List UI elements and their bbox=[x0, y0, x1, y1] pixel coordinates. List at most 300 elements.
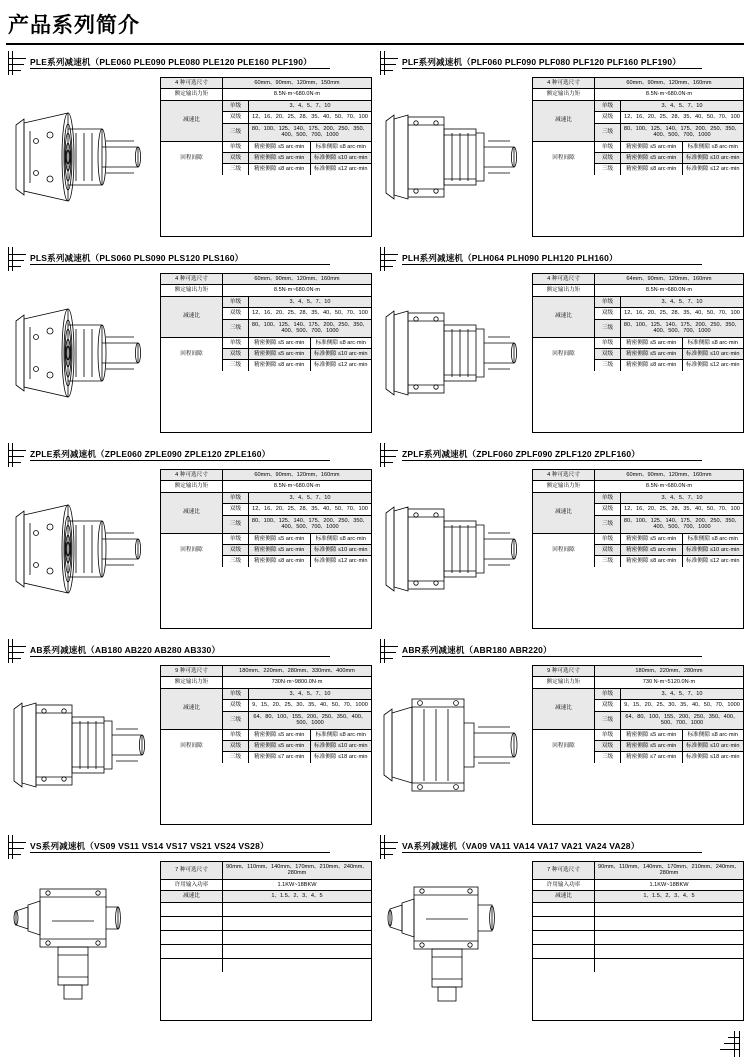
spec-group-backlash bbox=[533, 142, 743, 175]
spec-sub-double: 双级 bbox=[223, 504, 249, 514]
block-header bbox=[378, 247, 744, 273]
spec-label-ratio: 减速比 bbox=[533, 689, 595, 729]
spec-sub-triple: 三级 bbox=[223, 752, 249, 762]
spec-table bbox=[160, 273, 372, 433]
standard-value: ≤8 arc·min bbox=[711, 731, 738, 738]
spec-group-backlash bbox=[161, 142, 371, 175]
spec-precision-double bbox=[621, 349, 683, 359]
page-title: 产品系列简介 bbox=[8, 14, 140, 37]
precision-label: 精密侧隙 bbox=[626, 339, 649, 346]
spec-value-ratio: 1、1.5、2、3、4、5 bbox=[595, 891, 743, 901]
spec-label-ratio: 减速比 bbox=[161, 297, 223, 337]
spec-value-ratio-triple: 80、100、125、140、175、200、250、350、400、500、700、1000 bbox=[621, 320, 743, 337]
spec-sub-single: 单级 bbox=[223, 297, 249, 307]
precision-label: 精密侧隙 bbox=[626, 742, 649, 749]
series-underline bbox=[402, 68, 702, 69]
spec-label-torque: 额定输出力矩 bbox=[533, 481, 595, 491]
spec-row-backlash-single bbox=[595, 534, 743, 545]
spec-sub-triple: 三级 bbox=[223, 360, 249, 370]
product-block-abr bbox=[378, 639, 744, 835]
standard-label: 标准侧隙 bbox=[314, 154, 337, 161]
spec-label-backlash: 回程间隙 bbox=[161, 142, 223, 175]
spec-value-sizes: 64mm、90mm、120mm、160mm bbox=[595, 274, 743, 284]
spec-sub-single: 单级 bbox=[595, 689, 621, 699]
gearbox-drawing bbox=[378, 77, 528, 237]
precision-label: 精密侧隙 bbox=[626, 558, 649, 565]
spec-group-backlash bbox=[161, 534, 371, 567]
spec-row-torque bbox=[161, 285, 371, 296]
spec-sub-single: 单级 bbox=[595, 730, 621, 740]
standard-label: 标准侧隙 bbox=[686, 754, 709, 761]
spec-row-blank-5 bbox=[161, 959, 371, 972]
spec-label-sizes: 7 种可选尺寸 bbox=[533, 862, 595, 879]
spec-row-blank-3 bbox=[533, 931, 743, 945]
spec-standard-double bbox=[311, 545, 372, 555]
series-title: ABR系列减速机（ABR180 ABR220） bbox=[402, 645, 552, 655]
spec-value-ratio-double: 12、16、20、25、28、35、40、50、70、100 bbox=[252, 114, 368, 121]
spec-row-ratio-double bbox=[223, 504, 371, 515]
series-title: ZPLF系列减速机（ZPLF060 ZPLF090 ZPLF120 ZPLF160） bbox=[402, 449, 640, 459]
spec-row-blank-4 bbox=[161, 945, 371, 959]
standard-value: ≤12 arc·min bbox=[337, 362, 368, 369]
spec-value-ratio-single: 3、4、5、7、10 bbox=[621, 689, 743, 699]
spec-sub-single: 单级 bbox=[595, 297, 621, 307]
spec-row-backlash-double bbox=[595, 349, 743, 360]
spec-label-sizes: 4 种可选尺寸 bbox=[533, 470, 595, 480]
spec-label-power: 许用输入功率 bbox=[161, 880, 223, 890]
spec-row-backlash-double bbox=[223, 545, 371, 556]
spec-row-ratio-triple bbox=[223, 124, 371, 141]
precision-label: 精密侧隙 bbox=[254, 339, 277, 346]
product-block-ple bbox=[6, 51, 372, 247]
spec-label-power: 许用输入功率 bbox=[533, 880, 595, 890]
spec-value-sizes: 60mm、90mm、120mm、160mm bbox=[595, 470, 743, 480]
spec-label-ratio: 减速比 bbox=[533, 101, 595, 141]
spec-value-torque: 8.5N·m~680.0N·m bbox=[273, 287, 321, 294]
spec-label-ratio: 减速比 bbox=[161, 689, 223, 729]
spec-value-ratio-triple: 80、100、125、140、175、200、250、350、400、500、700、1000 bbox=[249, 516, 371, 533]
spec-precision-double bbox=[249, 153, 311, 163]
spec-sub-double: 双级 bbox=[595, 112, 621, 122]
spec-table bbox=[532, 77, 744, 237]
spec-row-blank-5 bbox=[533, 959, 743, 972]
spec-sub-triple: 三级 bbox=[223, 712, 249, 729]
corner-ornament-plh bbox=[378, 247, 400, 271]
spec-value-power: 1.1KW~18BKW bbox=[649, 881, 689, 888]
spec-precision-single bbox=[249, 534, 311, 544]
standard-label: 标准侧隙 bbox=[686, 546, 709, 553]
spec-group-backlash bbox=[161, 730, 371, 763]
spec-row-sizes bbox=[161, 78, 371, 89]
spec-standard-single bbox=[683, 142, 744, 152]
spec-group-ratio bbox=[161, 101, 371, 142]
spec-group-ratio bbox=[533, 689, 743, 730]
product-block-plh bbox=[378, 247, 744, 443]
spec-group-ratio bbox=[161, 297, 371, 338]
spec-value-ratio-triple: 80、100、125、140、175、200、250、350、400、500、700、1000 bbox=[249, 124, 371, 141]
precision-value: ≤5 arc·min bbox=[650, 546, 677, 553]
corner-ornament-zplf bbox=[378, 443, 400, 467]
corner-ornament-bottom bbox=[716, 1031, 742, 1057]
spec-row-blank-1 bbox=[533, 903, 743, 917]
standard-label: 标准侧隙 bbox=[686, 154, 709, 161]
spec-row-ratio-triple bbox=[223, 516, 371, 533]
series-underline bbox=[402, 460, 702, 461]
spec-group-ratio bbox=[161, 493, 371, 534]
spec-row-backlash-double bbox=[223, 741, 371, 752]
spec-label-torque: 额定输出力矩 bbox=[533, 677, 595, 687]
standard-value: ≤10 arc·min bbox=[709, 154, 740, 161]
spec-sub-single: 单级 bbox=[595, 142, 621, 152]
spec-precision-single bbox=[249, 730, 311, 740]
spec-row-torque bbox=[533, 89, 743, 100]
spec-row-ratio-triple bbox=[223, 320, 371, 337]
spec-precision-triple bbox=[621, 360, 683, 370]
spec-standard-double bbox=[683, 153, 744, 163]
spec-standard-single bbox=[683, 730, 744, 740]
standard-value: ≤18 arc·min bbox=[709, 754, 740, 761]
spec-label-sizes: 7 种可选尺寸 bbox=[161, 862, 223, 879]
spec-group-ratio bbox=[533, 493, 743, 534]
series-underline bbox=[402, 656, 702, 657]
corner-ornament-va bbox=[378, 835, 400, 859]
standard-value: ≤18 arc·min bbox=[337, 754, 368, 761]
corner-ornament-plf bbox=[378, 51, 400, 75]
spec-row-ratio-single bbox=[223, 297, 371, 308]
spec-row-torque bbox=[161, 481, 371, 492]
spec-value-ratio-single: 3、4、5、7、10 bbox=[249, 297, 371, 307]
precision-value: ≤7 arc·min bbox=[650, 754, 677, 761]
spec-label-backlash: 回程间隙 bbox=[161, 730, 223, 763]
spec-precision-triple bbox=[249, 752, 311, 762]
spec-value-sizes: 180mm、220mm、280mm、330mm、400mm bbox=[223, 666, 371, 676]
spec-row-sizes bbox=[161, 470, 371, 481]
spec-sub-single: 单级 bbox=[223, 101, 249, 111]
precision-value: ≤5 arc·min bbox=[650, 154, 677, 161]
spec-row-ratio-double bbox=[223, 700, 371, 711]
gearbox-drawing bbox=[6, 273, 156, 433]
spec-sub-triple: 三级 bbox=[223, 164, 249, 174]
spec-row-sizes bbox=[533, 862, 743, 880]
series-title: PLS系列减速机（PLS060 PLS090 PLS120 PLS160） bbox=[30, 253, 244, 263]
spec-value-sizes: 60mm、90mm、120mm、150mm bbox=[223, 78, 371, 88]
spec-label-sizes: 4 种可选尺寸 bbox=[161, 78, 223, 88]
precision-value: ≤8 arc·min bbox=[278, 166, 305, 173]
spec-table bbox=[532, 665, 744, 825]
standard-value: ≤10 arc·min bbox=[709, 546, 740, 553]
spec-table bbox=[160, 77, 372, 237]
spec-precision-triple bbox=[249, 164, 311, 174]
spec-label-ratio: 减速比 bbox=[161, 101, 223, 141]
product-block-plf bbox=[378, 51, 744, 247]
standard-label: 标准侧隙 bbox=[314, 546, 337, 553]
spec-precision-single bbox=[249, 142, 311, 152]
spec-standard-single bbox=[683, 338, 744, 348]
spec-value-sizes: 180mm、220mm、280mm bbox=[595, 666, 743, 676]
spec-label-sizes: 4 种可选尺寸 bbox=[161, 470, 223, 480]
spec-group-ratio bbox=[533, 297, 743, 338]
spec-value-ratio-double: 9、15、20、25、30、35、40、50、70、1000 bbox=[252, 702, 368, 709]
standard-value: ≤10 arc·min bbox=[337, 154, 368, 161]
spec-precision-triple bbox=[621, 556, 683, 566]
spec-value-torque: 8.5N·m~680.0N·m bbox=[645, 483, 693, 490]
spec-sub-single: 单级 bbox=[223, 338, 249, 348]
spec-row-ratio-double bbox=[595, 504, 743, 515]
spec-row-ratio-triple bbox=[595, 320, 743, 337]
precision-label: 精密侧隙 bbox=[626, 166, 649, 173]
spec-label-torque: 额定输出力矩 bbox=[161, 481, 223, 491]
spec-precision-triple bbox=[621, 752, 683, 762]
spec-row-backlash-single bbox=[223, 534, 371, 545]
spec-sub-single: 单级 bbox=[223, 493, 249, 503]
spec-row-ratio-single bbox=[223, 493, 371, 504]
precision-label: 精密侧隙 bbox=[626, 731, 649, 738]
spec-value-torque: 8.5N·m~680.0N·m bbox=[645, 91, 693, 98]
spec-row-ratio-double bbox=[595, 308, 743, 319]
precision-label: 精密侧隙 bbox=[254, 754, 277, 761]
standard-value: ≤12 arc·min bbox=[709, 166, 740, 173]
spec-value-ratio-single: 3、4、5、7、10 bbox=[621, 101, 743, 111]
spec-value-ratio-single: 3、4、5、7、10 bbox=[621, 493, 743, 503]
spec-row-backlash-single bbox=[223, 142, 371, 153]
spec-precision-double bbox=[621, 545, 683, 555]
spec-label-sizes: 4 种可选尺寸 bbox=[533, 78, 595, 88]
spec-label-torque: 额定输出力矩 bbox=[161, 677, 223, 687]
block-body bbox=[378, 273, 744, 433]
standard-label: 标准侧隙 bbox=[314, 166, 337, 173]
spec-value-ratio-double: 9、15、20、25、30、35、40、50、70、1000 bbox=[624, 702, 740, 709]
standard-label: 标准侧隙 bbox=[686, 558, 709, 565]
spec-row-blank-1 bbox=[161, 903, 371, 917]
precision-value: ≤5 arc·min bbox=[650, 339, 677, 346]
spec-precision-single bbox=[621, 534, 683, 544]
spec-row-ratio-single bbox=[595, 493, 743, 504]
series-title: VA系列减速机（VA09 VA11 VA14 VA17 VA21 VA24 VA28） bbox=[402, 841, 640, 851]
block-header bbox=[6, 835, 372, 861]
standard-label: 标准侧隙 bbox=[686, 362, 709, 369]
standard-label: 标准侧隙 bbox=[315, 535, 338, 542]
spec-sub-double: 双级 bbox=[223, 700, 249, 710]
standard-label: 标准侧隙 bbox=[314, 558, 337, 565]
precision-label: 精密侧隙 bbox=[626, 350, 649, 357]
precision-value: ≤5 arc·min bbox=[278, 731, 305, 738]
spec-label-sizes: 9 种可选尺寸 bbox=[161, 666, 223, 676]
spec-value-sizes: 60mm、90mm、120mm、160mm bbox=[595, 78, 743, 88]
spec-sub-single: 单级 bbox=[595, 101, 621, 111]
series-underline bbox=[30, 460, 330, 461]
spec-sub-triple: 三级 bbox=[223, 124, 249, 141]
precision-label: 精密侧隙 bbox=[254, 731, 277, 738]
spec-precision-triple bbox=[621, 164, 683, 174]
standard-value: ≤12 arc·min bbox=[709, 558, 740, 565]
precision-value: ≤5 arc·min bbox=[650, 350, 677, 357]
product-block-va bbox=[378, 835, 744, 1025]
spec-table bbox=[532, 469, 744, 629]
spec-precision-single bbox=[621, 730, 683, 740]
corner-ornament-ab bbox=[6, 639, 28, 663]
spec-row-torque bbox=[161, 677, 371, 688]
spec-row-backlash-triple bbox=[595, 556, 743, 566]
spec-value-ratio-triple: 64、80、100、155、200、250、350、400、500、700、1000 bbox=[621, 712, 743, 729]
spec-group-backlash bbox=[533, 730, 743, 763]
precision-label: 精密侧隙 bbox=[626, 546, 649, 553]
spec-row-ratio-triple bbox=[595, 712, 743, 729]
spec-sub-triple: 三级 bbox=[223, 320, 249, 337]
spec-value-ratio-triple: 80、100、125、140、175、200、250、350、400、500、700、1000 bbox=[621, 124, 743, 141]
spec-sub-triple: 三级 bbox=[595, 320, 621, 337]
spec-row-sizes bbox=[161, 274, 371, 285]
precision-value: ≤5 arc·min bbox=[278, 546, 305, 553]
spec-sub-double: 双级 bbox=[595, 545, 621, 555]
series-title: VS系列减速机（VS09 VS11 VS14 VS17 VS21 VS24 VS28） bbox=[30, 841, 269, 851]
spec-row-backlash-single bbox=[595, 730, 743, 741]
standard-label: 标准侧隙 bbox=[686, 350, 709, 357]
standard-value: ≤12 arc·min bbox=[709, 362, 740, 369]
spec-label-torque: 额定输出力矩 bbox=[161, 89, 223, 99]
corner-ornament-abr bbox=[378, 639, 400, 663]
precision-value: ≤8 arc·min bbox=[278, 362, 305, 369]
gearbox-drawing bbox=[378, 861, 528, 1021]
spec-value-ratio-triple: 64、80、100、155、200、250、350、400、500、1000 bbox=[249, 712, 371, 729]
spec-sub-single: 单级 bbox=[223, 730, 249, 740]
spec-label-sizes: 4 种可选尺寸 bbox=[533, 274, 595, 284]
spec-precision-double bbox=[249, 545, 311, 555]
spec-label-ratio: 减速比 bbox=[161, 493, 223, 533]
spec-value-sizes: 60mm、90mm、120mm、160mm bbox=[223, 470, 371, 480]
spec-value-ratio-double: 12、16、20、25、28、35、40、50、70、100 bbox=[624, 506, 740, 513]
spec-precision-single bbox=[249, 338, 311, 348]
block-header bbox=[6, 639, 372, 665]
spec-row-sizes bbox=[533, 78, 743, 89]
spec-row-ratio-triple bbox=[595, 516, 743, 533]
series-underline bbox=[402, 852, 702, 853]
spec-precision-single bbox=[621, 142, 683, 152]
block-header bbox=[378, 639, 744, 665]
spec-row-ratio-single bbox=[223, 689, 371, 700]
spec-label-backlash: 回程间隙 bbox=[533, 338, 595, 371]
product-block-ab bbox=[6, 639, 372, 835]
spec-label-torque: 额定输出力矩 bbox=[533, 285, 595, 295]
spec-sub-double: 双级 bbox=[223, 545, 249, 555]
precision-label: 精密侧隙 bbox=[254, 362, 277, 369]
corner-ornament-ple bbox=[6, 51, 28, 75]
spec-standard-single bbox=[311, 730, 372, 740]
product-block-pls bbox=[6, 247, 372, 443]
standard-value: ≤12 arc·min bbox=[337, 558, 368, 565]
standard-label: 标准侧隙 bbox=[315, 731, 338, 738]
spec-row-blank-2 bbox=[533, 917, 743, 931]
spec-group-ratio bbox=[161, 689, 371, 730]
precision-label: 精密侧隙 bbox=[626, 754, 649, 761]
title-divider bbox=[6, 43, 744, 45]
spec-sub-triple: 三级 bbox=[595, 124, 621, 141]
spec-sub-single: 单级 bbox=[595, 338, 621, 348]
spec-label-backlash: 回程间隙 bbox=[533, 534, 595, 567]
block-header bbox=[6, 443, 372, 469]
corner-ornament-pls bbox=[6, 247, 28, 271]
spec-value-torque: 8.5N·m~680.0N·m bbox=[273, 91, 321, 98]
spec-standard-double bbox=[683, 349, 744, 359]
standard-label: 标准侧隙 bbox=[314, 754, 337, 761]
spec-table bbox=[160, 665, 372, 825]
spec-value-sizes: 60mm、90mm、120mm、160mm bbox=[223, 274, 371, 284]
block-body bbox=[378, 861, 744, 1021]
spec-row-torque bbox=[533, 481, 743, 492]
spec-label-torque: 额定输出力矩 bbox=[161, 285, 223, 295]
spec-row-torque bbox=[161, 89, 371, 100]
spec-row-backlash-triple bbox=[595, 164, 743, 174]
spec-row-ratio-double bbox=[223, 112, 371, 123]
spec-row-sizes bbox=[533, 274, 743, 285]
spec-group-ratio bbox=[533, 101, 743, 142]
series-title: AB系列减速机（AB180 AB220 AB280 AB330） bbox=[30, 645, 221, 655]
precision-value: ≤5 arc·min bbox=[278, 535, 305, 542]
gearbox-drawing bbox=[378, 273, 528, 433]
product-block-zple bbox=[6, 443, 372, 639]
series-title: PLE系列减速机（PLE060 PLE090 PLE080 PLE120 PLE160 PLF190） bbox=[30, 57, 312, 67]
precision-label: 精密侧隙 bbox=[626, 535, 649, 542]
spec-label-ratio: 减速比 bbox=[533, 493, 595, 533]
series-underline bbox=[30, 264, 330, 265]
spec-row-backlash-triple bbox=[223, 164, 371, 174]
standard-label: 标准侧隙 bbox=[687, 143, 710, 150]
spec-value-ratio-triple: 80、100、125、140、175、200、250、350、400、500、700、1000 bbox=[621, 516, 743, 533]
spec-label-backlash: 回程间隙 bbox=[533, 730, 595, 763]
precision-value: ≤5 arc·min bbox=[650, 731, 677, 738]
product-block-zplf bbox=[378, 443, 744, 639]
block-body bbox=[6, 77, 372, 237]
spec-row-backlash-triple bbox=[223, 752, 371, 762]
spec-sub-double: 双级 bbox=[223, 153, 249, 163]
spec-row-blank-3 bbox=[161, 931, 371, 945]
spec-row-ratio-double bbox=[595, 112, 743, 123]
spec-row-backlash-single bbox=[223, 730, 371, 741]
spec-sub-triple: 三级 bbox=[595, 752, 621, 762]
spec-sub-double: 双级 bbox=[223, 349, 249, 359]
spec-row-ratio-single bbox=[223, 101, 371, 112]
spec-precision-triple bbox=[249, 360, 311, 370]
spec-row-backlash-triple bbox=[595, 360, 743, 370]
block-header bbox=[6, 247, 372, 273]
spec-sub-triple: 三级 bbox=[595, 516, 621, 533]
spec-row-backlash-triple bbox=[223, 556, 371, 566]
precision-label: 精密侧隙 bbox=[254, 558, 277, 565]
standard-label: 标准侧隙 bbox=[686, 166, 709, 173]
spec-value-sizes: 90mm、110mm、140mm、170mm、210mm、240mm、280mm bbox=[595, 862, 743, 879]
gearbox-drawing bbox=[6, 77, 156, 237]
series-title: PLF系列减速机（PLF060 PLF090 PLF080 PLF120 PLF160 PLF190） bbox=[402, 57, 681, 67]
precision-label: 精密侧隙 bbox=[254, 546, 277, 553]
spec-label-torque: 额定输出力矩 bbox=[533, 89, 595, 99]
standard-value: ≤10 arc·min bbox=[709, 742, 740, 749]
spec-value-ratio-double: 12、16、20、25、28、35、40、50、70、100 bbox=[624, 310, 740, 317]
spec-row-backlash-triple bbox=[595, 752, 743, 762]
standard-label: 标准侧隙 bbox=[687, 535, 710, 542]
precision-value: ≤5 arc·min bbox=[278, 350, 305, 357]
spec-value-ratio: 1、1.5、2、3、4、5 bbox=[223, 891, 371, 901]
spec-label-ratio: 减速比 bbox=[161, 891, 223, 901]
spec-sub-double: 双级 bbox=[595, 700, 621, 710]
spec-row-backlash-double bbox=[595, 741, 743, 752]
spec-precision-single bbox=[621, 338, 683, 348]
spec-sub-single: 单级 bbox=[223, 534, 249, 544]
block-body bbox=[6, 665, 372, 825]
spec-row-torque bbox=[533, 677, 743, 688]
spec-sub-triple: 三级 bbox=[595, 164, 621, 174]
spec-label-sizes: 4 种可选尺寸 bbox=[161, 274, 223, 284]
precision-value: ≤5 arc·min bbox=[650, 742, 677, 749]
spec-sub-triple: 三级 bbox=[595, 556, 621, 566]
